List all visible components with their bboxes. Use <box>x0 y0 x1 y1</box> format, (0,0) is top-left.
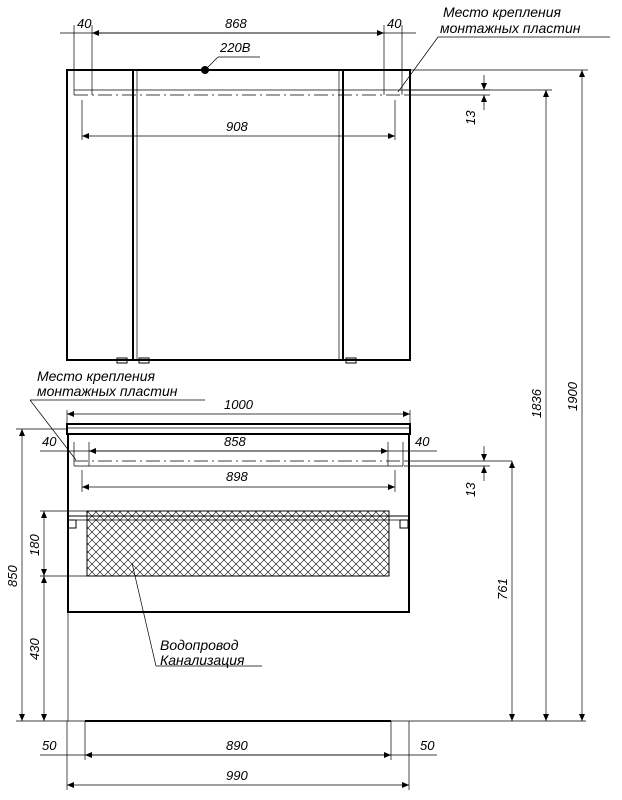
dim-utilities-zone-height: 180 <box>27 534 42 556</box>
mirror-cabinet <box>60 4 610 363</box>
dim-mirror-left-offset: 40 <box>77 16 92 31</box>
dim-vanity-plate-height: 13 <box>463 482 478 497</box>
dim-floor-to-zone: 430 <box>27 638 42 660</box>
vanity-mount-note-line1: Место крепления <box>37 368 156 384</box>
dim-mirror-between-plates: 868 <box>225 16 247 31</box>
dim-bottom-right-offset: 50 <box>420 738 435 753</box>
mirror-mount-note-line2: монтажных пластин <box>440 20 581 36</box>
dim-vanity-left-offset: 40 <box>42 434 57 449</box>
dim-vanity-top-width: 1000 <box>224 397 253 412</box>
utility-water-label: Водопровод <box>160 637 239 653</box>
dim-mirror-right-offset: 40 <box>387 16 402 31</box>
dim-bottom-width: 890 <box>226 738 248 753</box>
dim-mirror-plate-height: 13 <box>463 110 478 125</box>
vanity-unit <box>5 368 586 790</box>
vanity-handle <box>68 520 76 528</box>
dim-vanity-right-offset: 40 <box>415 434 430 449</box>
mirror-mount-note-line1: Место крепления <box>443 4 562 20</box>
dim-bottom-left-offset: 50 <box>42 738 57 753</box>
dim-height-to-top: 1900 <box>565 382 580 411</box>
utility-sewer-label: Канализация <box>160 652 245 668</box>
dim-vanity-between-plates: 858 <box>224 434 246 449</box>
dim-floor-to-vanity-plate: 761 <box>495 578 510 600</box>
dim-height-to-mirror-plate: 1836 <box>529 389 544 418</box>
dim-mirror-inner-width: 908 <box>226 119 248 134</box>
vanity-mount-note-line2: монтажных пластин <box>37 383 178 399</box>
overall-heights <box>403 70 588 721</box>
utilities-zone <box>87 511 389 576</box>
dim-vanity-inner-width: 898 <box>226 469 248 484</box>
dim-vanity-total-height: 850 <box>5 565 20 587</box>
power-label: 220В <box>220 40 251 55</box>
dim-overall-width: 990 <box>226 768 248 783</box>
vanity-handle <box>400 520 408 528</box>
vanity-countertop <box>67 424 410 434</box>
mirror-cabinet-body <box>67 70 410 360</box>
